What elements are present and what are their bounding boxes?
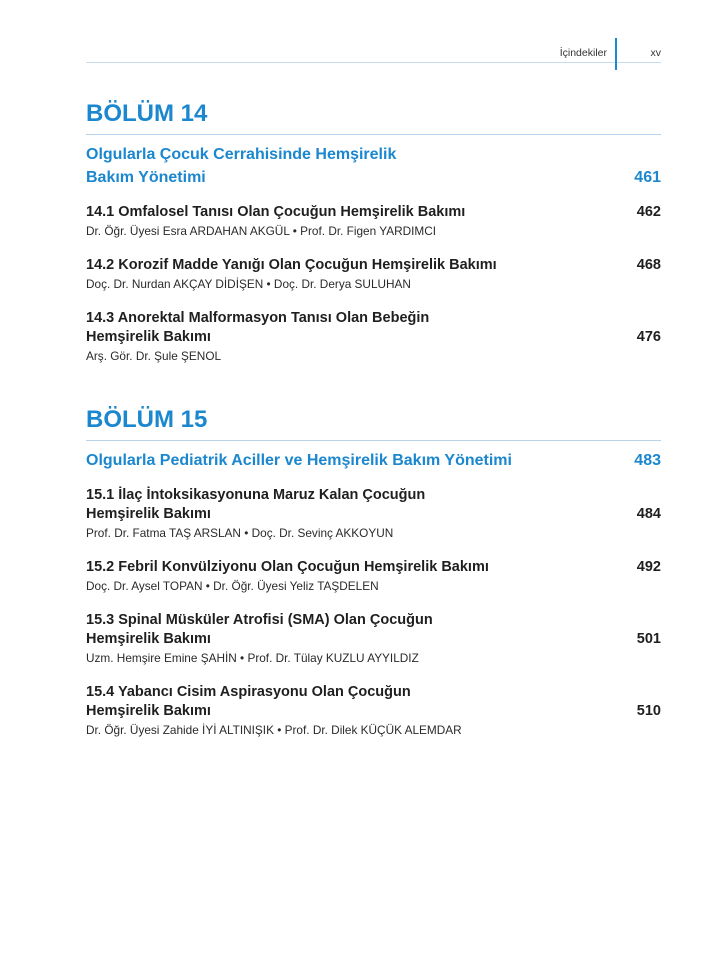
entry-authors: Doç. Dr. Nurdan AKÇAY DİDİŞEN • Doç. Dr. Derya SULUHAN (86, 277, 411, 291)
entry-title-line-1: 14.3 Anorektal Malformasyon Tanısı Olan Bebeğin (86, 310, 430, 326)
page-header (86, 38, 661, 63)
toc-entry (86, 486, 661, 542)
chapter-subtitle (86, 449, 661, 472)
chapter-subtitle-line-1: Olgularla Çocuk Cerrahisinde Hemşirelik (86, 146, 397, 163)
entry-page-number: 492 (636, 559, 661, 575)
entry-title-line-1: 15.4 Yabancı Cisim Aspirasyonu Olan Çocuğun (86, 684, 411, 700)
entry-page-number: 484 (636, 506, 661, 522)
chapter-subtitle-line-2: Bakım Yönetimi (86, 169, 206, 186)
chapter-page-number: 461 (634, 169, 661, 186)
entry-title: 15.2 Febril Konvülziyonu Olan Çocuğun Hemşirelik Bakımı (86, 559, 489, 575)
entry-authors: Doç. Dr. Aysel TOPAN • Dr. Öğr. Üyesi Yeliz TAŞDELEN (86, 579, 379, 593)
entry-title-line-2: Hemşirelik Bakımı (86, 329, 211, 345)
header-divider (615, 38, 617, 70)
entry-title-line-2: Hemşirelik Bakımı (86, 631, 211, 647)
entry-title-line-1: 15.1 İlaç İntoksikasyonuna Maruz Kalan Çocuğun (86, 487, 426, 503)
entry-authors: Dr. Öğr. Üyesi Esra ARDAHAN AKGÜL • Prof. Dr. Figen YARDIMCI (86, 224, 437, 238)
chapter-divider (86, 440, 661, 441)
chapter-title: BÖLÜM 14 (86, 100, 208, 127)
entry-page-number: 476 (636, 329, 661, 345)
entry-title: 14.1 Omfalosel Tanısı Olan Çocuğun Hemşirelik Bakımı (86, 204, 466, 220)
entry-page-number: 468 (636, 257, 661, 273)
entry-page-number: 462 (636, 204, 661, 220)
chapter-divider (86, 134, 661, 135)
chapter-14 (86, 100, 661, 365)
entry-page-number: 501 (636, 631, 661, 647)
entry-page-number: 510 (636, 703, 661, 719)
toc-entry (86, 683, 661, 739)
entry-title-line-2: Hemşirelik Bakımı (86, 703, 211, 719)
running-header-label: İçindekiler (559, 47, 607, 59)
toc-entry (86, 309, 661, 365)
toc-entry (86, 203, 661, 240)
toc-entry (86, 611, 661, 667)
running-header-page-number: xv (650, 47, 661, 59)
chapter-15 (86, 406, 661, 739)
entry-authors: Uzm. Hemşire Emine ŞAHİN • Prof. Dr. Tülay KUZLU AYYILDIZ (86, 651, 419, 665)
chapter-subtitle (86, 143, 661, 189)
entry-title: 14.2 Korozif Madde Yanığı Olan Çocuğun Hemşirelik Bakımı (86, 257, 497, 273)
entry-title-line-1: 15.3 Spinal Müsküler Atrofisi (SMA) Olan Çocuğun (86, 612, 433, 628)
chapter-subtitle-line-1: Olgularla Pediatrik Aciller ve Hemşirelik Bakım Yönetimi (86, 452, 512, 469)
entry-authors: Prof. Dr. Fatma TAŞ ARSLAN • Doç. Dr. Sevinç AKKOYUN (86, 526, 394, 540)
entry-authors: Dr. Öğr. Üyesi Zahide İYİ ALTINIŞIK • Prof. Dr. Dilek KÜÇÜK ALEMDAR (86, 723, 462, 737)
entry-authors: Arş. Gör. Dr. Şule ŞENOL (86, 349, 222, 363)
toc-entry (86, 558, 661, 595)
chapter-title: BÖLÜM 15 (86, 406, 208, 433)
chapter-page-number: 483 (634, 452, 661, 469)
entry-title-line-2: Hemşirelik Bakımı (86, 506, 211, 522)
toc-entry (86, 256, 661, 293)
